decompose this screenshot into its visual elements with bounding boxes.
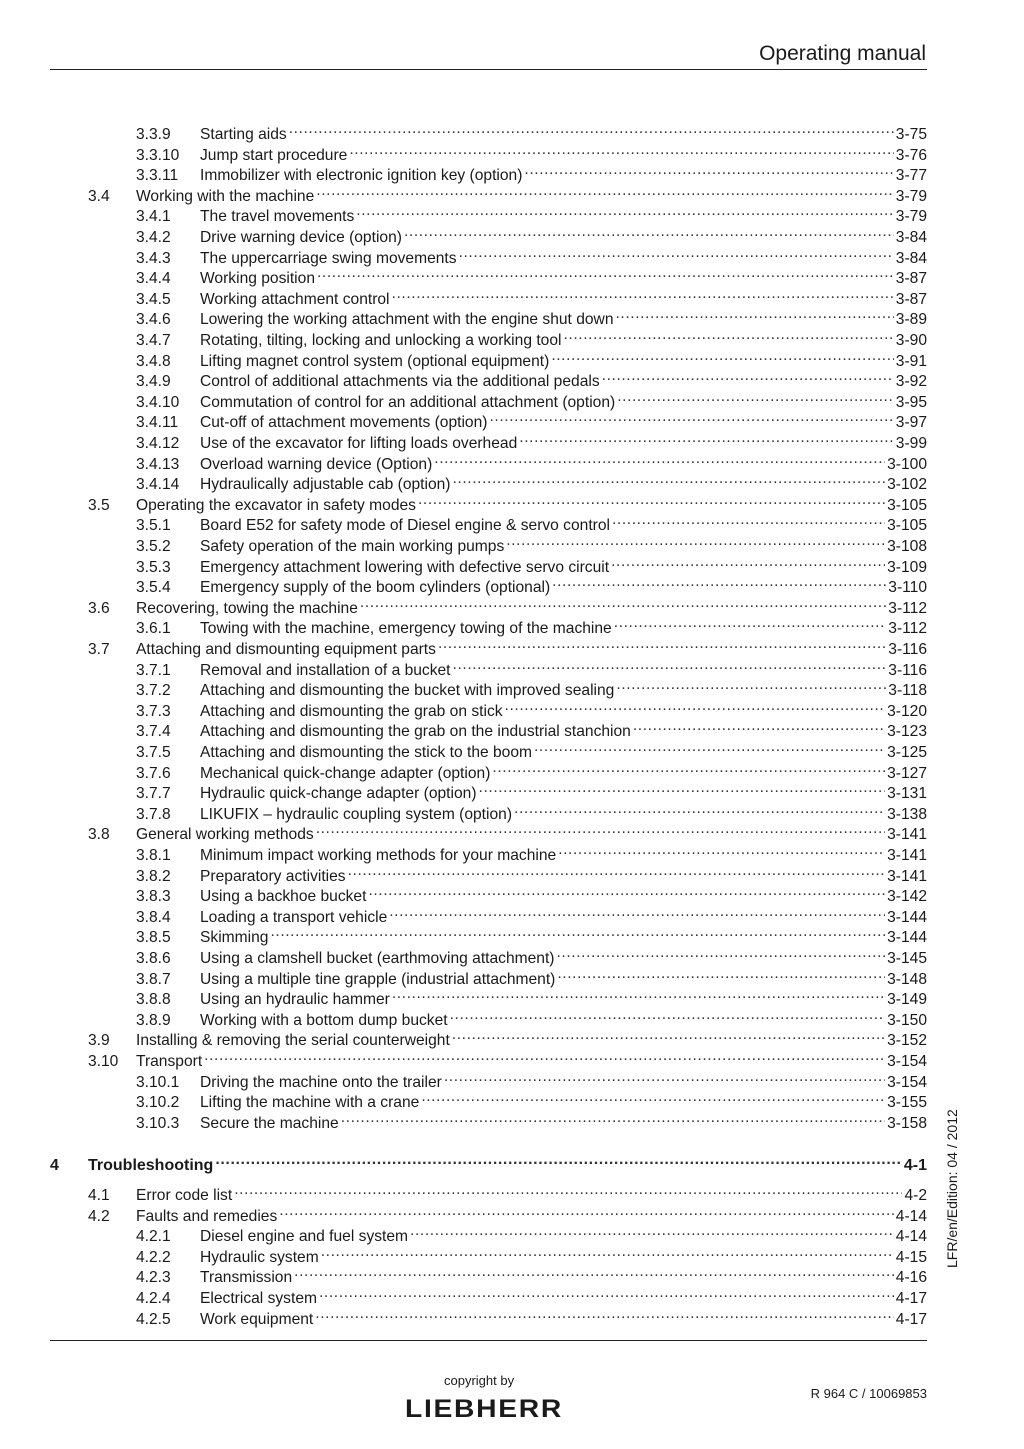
toc-entry[interactable] [136, 387, 927, 411]
toc-entry-number: 3.4.7 [136, 332, 171, 349]
toc-entry-number: 3.10.1 [136, 1073, 180, 1091]
toc-entry[interactable] [136, 552, 927, 576]
toc-entry-number: 3.10 [88, 1053, 119, 1070]
toc-entry-page: 3-152 [887, 1032, 927, 1050]
toc-entry-number: 3.4.6 [136, 311, 171, 329]
toc-entry-title: Emergency attachment lowering with defective servo circuit [200, 558, 610, 576]
toc-entry-title: Attaching and dismounting the stick to the boom [200, 744, 532, 761]
toc-entry[interactable] [136, 1262, 927, 1287]
toc-entry-title: Attaching and dismounting the grab on the industrial stanchion [200, 723, 631, 741]
toc-entry-number: 4.2.1 [136, 1228, 171, 1246]
toc-entry-title: Lifting the machine with a crane [200, 1094, 420, 1112]
toc-entry-page: 3-149 [887, 991, 927, 1009]
toc-leader-dots [452, 1025, 885, 1045]
toc-entry-number: 3.8.4 [136, 908, 171, 926]
toc-leader-dots [321, 1242, 894, 1262]
toc-leader-dots [418, 490, 885, 510]
toc-entry-page: 3-148 [887, 970, 927, 988]
toc-leader-dots [270, 922, 885, 942]
toc-entry-title: Drive warning device (option) [200, 229, 402, 246]
toc-entry[interactable] [88, 593, 927, 617]
toc-entry-title: Transport [136, 1053, 203, 1070]
toc-entry[interactable] [136, 881, 927, 906]
toc-entry-page: 3-158 [887, 1114, 927, 1132]
toc-entry-title: Safety operation of the main working pumps [200, 538, 505, 555]
toc-entry[interactable] [136, 1087, 927, 1112]
toc-leader-dots [368, 881, 885, 901]
toc-entry[interactable] [136, 799, 927, 823]
liebherr-logo [403, 1395, 565, 1421]
toc-entry-number: 4.2 [88, 1207, 110, 1225]
toc-entry-title: Recovering, towing the machine [136, 599, 358, 617]
toc-entry-title: Cut-off of attachment movements (option) [200, 414, 488, 432]
footer-rule [50, 1340, 927, 1341]
toc-leader-dots [356, 201, 894, 221]
toc-entry-title: Working position [200, 270, 315, 288]
toc-entry-page: 4-14 [895, 1228, 927, 1246]
toc-entry-number: 3.10.2 [136, 1094, 180, 1112]
toc-entry-page: 3-89 [895, 311, 927, 329]
toc-leader-dots [315, 1304, 894, 1324]
toc-entry-page: 4-16 [895, 1269, 927, 1287]
toc-entry-number: 4 [50, 1157, 59, 1175]
toc-entry-title: Skimming [200, 929, 269, 947]
toc-entry[interactable] [136, 325, 927, 349]
toc-entry-title: Using an hydraulic hammer [200, 991, 390, 1009]
toc-entry[interactable] [136, 572, 927, 597]
toc-entry-number: 3.9 [88, 1032, 110, 1050]
toc-leader-dots [434, 449, 885, 469]
toc-entry-number: 4.2.4 [136, 1290, 171, 1307]
toc-leader-dots [506, 531, 885, 551]
toc-entry[interactable] [136, 119, 927, 143]
toc-leader-dots [551, 346, 893, 366]
toc-entry-page: 3-108 [887, 538, 927, 555]
toc-entry[interactable] [136, 984, 927, 1009]
toc-entry-page: 3-100 [887, 455, 927, 473]
toc-leader-dots [612, 510, 885, 530]
toc-leader-dots [421, 1087, 885, 1107]
document-id: R 964 C / 10069853 [810, 1386, 927, 1401]
toc-leader-dots [558, 840, 885, 860]
toc-leader-dots [633, 716, 885, 736]
toc-entry-title: Control of additional attachments via the additional pedals [200, 373, 600, 391]
toc-entry-page: 3-91 [895, 352, 927, 370]
toc-entry-page: 3-116 [888, 661, 927, 679]
toc-entry[interactable] [136, 902, 927, 926]
toc-entry[interactable] [136, 222, 927, 246]
toc-leader-dots [616, 675, 886, 695]
toc-entry-page: 3-84 [895, 229, 927, 246]
toc-entry[interactable] [136, 1221, 927, 1246]
toc-entry-number: 3.4.1 [136, 208, 171, 226]
toc-entry-number: 3.3.9 [136, 126, 171, 143]
toc-entry-number: 3.10.3 [136, 1114, 180, 1132]
toc-entry-number: 3.4.10 [136, 393, 180, 411]
toc-entry-number: 3.4.2 [136, 229, 171, 246]
toc-entry-number: 3.5.1 [136, 517, 171, 535]
toc-leader-dots [389, 902, 885, 922]
toc-entry-title: Attaching and dismounting the grab on stick [200, 702, 503, 720]
toc-entry-page: 3-112 [888, 620, 927, 638]
toc-entry-page: 4-17 [895, 1310, 927, 1328]
toc-leader-dots [316, 181, 894, 201]
toc-entry-title: Electrical system [200, 1290, 317, 1307]
toc-entry-number: 3.4.8 [136, 352, 171, 370]
toc-entry-title: Immobilizer with electronic ignition key (option) [200, 167, 523, 185]
toc-entry[interactable] [136, 1304, 927, 1328]
toc-entry-number: 3.7 [88, 641, 110, 658]
toc-entry-page: 3-120 [887, 702, 927, 720]
toc-entry[interactable] [136, 716, 927, 741]
toc-leader-dots [505, 696, 886, 716]
toc-entry-page: 3-144 [887, 929, 927, 947]
toc-leader-dots [404, 222, 894, 242]
toc-entry[interactable] [136, 263, 927, 288]
toc-entry-title: General working methods [136, 826, 314, 844]
toc-entry-title: Loading a transport vehicle [200, 908, 388, 926]
toc-leader-dots [279, 1201, 894, 1221]
toc-entry-title: Hydraulic system [200, 1248, 319, 1266]
toc-entry[interactable] [136, 531, 927, 555]
edition-label: LFR/en/Edition: 04 / 2012 [944, 1109, 960, 1268]
toc-entry-number: 3.7.5 [136, 744, 171, 761]
toc-entry[interactable] [136, 1108, 927, 1132]
toc-entry-number: 3.6 [88, 599, 110, 617]
toc-entry-title: Lowering the working attachment with the engine shut down [200, 311, 614, 329]
toc-entry[interactable] [136, 964, 927, 988]
toc-entry-page: 3-87 [895, 290, 927, 308]
toc-entry-title: Preparatory activities [200, 867, 346, 885]
toc-entry[interactable] [136, 304, 927, 329]
toc-entry-page: 3-79 [895, 187, 927, 205]
toc-entry[interactable] [136, 201, 927, 226]
toc-entry-title: Attaching and dismounting equipment parts [136, 641, 436, 658]
toc-entry-page: 3-127 [887, 764, 927, 782]
toc-entry[interactable] [136, 366, 927, 391]
toc-entry-number: 3.4.3 [136, 249, 171, 267]
toc-entry-title: Emergency supply of the boom cylinders (optional) [200, 579, 551, 597]
toc-entry-title: LIKUFIX – hydraulic coupling system (option) [200, 805, 513, 823]
toc-entry-title: Diesel engine and fuel system [200, 1228, 409, 1246]
toc-entry[interactable] [88, 1180, 927, 1204]
toc-entry-number: 3.3.11 [136, 167, 179, 185]
toc-entry-page: 3-90 [895, 332, 927, 349]
toc-entry[interactable] [88, 634, 927, 658]
toc-entry-number: 3.6.1 [136, 620, 171, 638]
toc-entry-page: 3-150 [887, 1011, 927, 1029]
toc-entry-page: 4-15 [895, 1248, 927, 1266]
toc-entry[interactable] [136, 613, 927, 638]
toc-entry-number: 3.8.8 [136, 991, 171, 1009]
toc-entry-title: Mechanical quick-change adapter (option) [200, 764, 491, 782]
toc-entry-number: 3.7.8 [136, 805, 171, 823]
toc-leader-dots [614, 613, 887, 633]
toc-leader-dots [489, 407, 893, 427]
toc-entry-page: 3-142 [887, 888, 927, 906]
toc-entry[interactable] [136, 469, 927, 494]
toc-entry[interactable] [136, 428, 927, 452]
toc-leader-dots [602, 366, 894, 386]
toc-entry[interactable] [136, 778, 927, 803]
toc-entry-page: 3-145 [887, 950, 927, 967]
toc-entry-number: 3.5.3 [136, 558, 171, 576]
toc-entry-page: 3-112 [888, 599, 927, 617]
toc-entry-page: 4-14 [895, 1207, 927, 1225]
toc-entry-number: 4.1 [88, 1187, 110, 1204]
toc-entry-number: 3.8.2 [136, 867, 171, 885]
toc-entry[interactable] [88, 1201, 927, 1225]
toc-leader-dots [616, 304, 894, 324]
toc-entry-number: 3.4.11 [136, 414, 179, 432]
toc-entry-page: 3-141 [887, 867, 927, 885]
toc-leader-dots [611, 552, 885, 572]
toc-leader-dots [438, 634, 886, 654]
toc-leader-dots [215, 1150, 902, 1170]
toc-entry-page: 3-138 [887, 805, 927, 823]
toc-entry[interactable] [136, 449, 927, 473]
toc-entry-number: 4.2.5 [136, 1310, 171, 1328]
toc-entry[interactable] [88, 1046, 927, 1070]
toc-entry[interactable] [50, 1150, 927, 1175]
toc-entry[interactable] [88, 490, 927, 514]
toc-entry-page: 3-125 [887, 744, 927, 761]
toc-entry-title: Rotating, tilting, locking and unlocking a working tool [200, 332, 562, 349]
toc-leader-dots [317, 263, 894, 283]
toc-entry-page: 3-123 [887, 723, 927, 741]
toc-leader-dots [349, 140, 893, 160]
toc-entry-title: Overload warning device (Option) [200, 455, 433, 473]
toc-entry-title: Jump start procedure [200, 146, 348, 164]
toc-entry[interactable] [136, 160, 927, 185]
toc-entry[interactable] [136, 861, 927, 885]
toc-entry-number: 3.7.2 [136, 682, 171, 700]
toc-entry-number: 3.3.10 [136, 146, 180, 164]
toc-leader-dots [552, 572, 886, 592]
toc-entry-number: 4.2.3 [136, 1269, 171, 1287]
toc-entry[interactable] [136, 655, 927, 679]
toc-leader-dots [563, 325, 893, 345]
toc-entry-page: 3-87 [895, 270, 927, 288]
toc-leader-dots [557, 964, 885, 984]
toc-entry-title: The uppercarriage swing movements [200, 249, 457, 267]
toc-entry-title: Hydraulically adjustable cab (option) [200, 476, 451, 494]
toc-leader-dots [410, 1221, 894, 1241]
page-header-title: Operating manual [759, 42, 926, 65]
toc-leader-dots [360, 593, 886, 613]
toc-entry[interactable] [136, 675, 927, 700]
toc-leader-dots [524, 160, 893, 180]
toc-leader-dots [519, 428, 894, 448]
toc-entry[interactable] [136, 696, 927, 720]
toc-entry-page: 3-118 [888, 682, 927, 700]
toc-entry-title: Driving the machine onto the trailer [200, 1073, 442, 1091]
toc-leader-dots [289, 119, 894, 139]
toc-entry-title: Using a multiple tine grapple (industrial attachment) [200, 970, 556, 988]
toc-entry-page: 3-105 [887, 517, 927, 535]
toc-entry-page: 3-154 [887, 1073, 927, 1091]
toc-entry-title: Board E52 for safety mode of Diesel engine & servo control [200, 517, 610, 535]
toc-entry-page: 4-1 [903, 1157, 927, 1175]
toc-leader-dots [556, 943, 885, 963]
toc-entry[interactable] [136, 1283, 927, 1307]
toc-entry-page: 3-92 [895, 373, 927, 391]
toc-entry-title: Hydraulic quick-change adapter (option) [200, 785, 477, 803]
toc-entry-page: 3-141 [887, 826, 927, 844]
toc-entry-title: Commutation of control for an additional attachment (option) [200, 393, 616, 411]
toc-entry-page: 3-102 [887, 476, 927, 494]
toc-leader-dots [617, 387, 894, 407]
toc-entry-title: Work equipment [200, 1310, 314, 1328]
toc-leader-dots [392, 284, 894, 304]
toc-entry-number: 3.7.7 [136, 785, 171, 803]
toc-leader-dots [294, 1262, 894, 1282]
toc-entry-title: Using a backhoe bucket [200, 888, 367, 906]
toc-entry-title: Operating the excavator in safety modes [136, 496, 416, 514]
copyright-label: copyright by [444, 1373, 515, 1388]
toc-leader-dots [534, 737, 885, 757]
toc-entry-title: Installing & removing the serial counterweight [136, 1032, 450, 1050]
toc-entry-number: 3.8.6 [136, 950, 171, 967]
toc-entry-page: 3-154 [887, 1053, 927, 1070]
toc-entry[interactable] [136, 1242, 927, 1266]
toc-leader-dots [459, 243, 894, 263]
toc-entry-page: 3-116 [888, 641, 927, 658]
toc-entry-page: 3-131 [887, 785, 927, 803]
toc-entry[interactable] [136, 1005, 927, 1029]
toc-leader-dots [392, 984, 885, 1004]
toc-entry-number: 4.2.2 [136, 1248, 171, 1266]
toc-entry-page: 3-95 [895, 393, 927, 411]
toc-entry[interactable] [88, 1025, 927, 1050]
toc-leader-dots [341, 1108, 885, 1128]
toc-entry[interactable] [88, 181, 927, 205]
toc-entry-number: 3.4.12 [136, 435, 180, 452]
toc-entry-page: 3-155 [887, 1094, 927, 1112]
toc-entry[interactable] [136, 140, 927, 164]
toc-entry-number: 3.5 [88, 496, 110, 514]
toc-entry-page: 3-141 [887, 847, 927, 864]
toc-entry-number: 3.8 [88, 826, 110, 844]
toc-entry[interactable] [136, 943, 927, 967]
toc-entry-number: 3.4.5 [136, 290, 171, 308]
toc-leader-dots [453, 469, 886, 489]
toc-entry-page: 3-77 [895, 167, 927, 185]
toc-entry-number: 3.7.6 [136, 764, 171, 782]
toc-entry-page: 3-109 [887, 558, 927, 576]
toc-entry-page: 3-75 [895, 126, 927, 143]
toc-entry-number: 3.8.3 [136, 888, 171, 906]
toc-entry-page: 4-2 [904, 1187, 927, 1204]
toc-entry-number: 3.7.4 [136, 723, 171, 741]
toc-entry-title: Minimum impact working methods for your machine [200, 847, 557, 864]
toc-entry[interactable] [136, 284, 927, 308]
toc-entry[interactable] [136, 346, 927, 370]
toc-entry-page: 3-105 [887, 496, 927, 514]
toc-entry-title: Transmission [200, 1269, 293, 1287]
toc-entry[interactable] [136, 1067, 927, 1091]
toc-leader-dots [492, 758, 885, 778]
toc-leader-dots [316, 819, 885, 839]
toc-entry-title: Using a clamshell bucket (earthmoving attachment) [200, 950, 555, 967]
toc-entry-number: 3.8.5 [136, 929, 171, 947]
toc-entry-number: 3.4.14 [136, 476, 180, 494]
toc-entry-title: Working with a bottom dump bucket [200, 1011, 448, 1029]
toc-entry-number: 3.5.4 [136, 579, 171, 597]
toc-entry-number: 3.7.1 [136, 661, 171, 679]
toc-entry[interactable] [136, 758, 927, 782]
toc-entry-page: 3-84 [895, 249, 927, 267]
toc-leader-dots [348, 861, 886, 881]
toc-leader-dots [234, 1180, 902, 1200]
toc-leader-dots [453, 655, 887, 675]
toc-leader-dots [479, 778, 886, 798]
toc-entry[interactable] [136, 737, 927, 761]
toc-entry-page: 3-79 [895, 208, 927, 226]
toc-entry[interactable] [136, 840, 927, 864]
toc-entry-title: Working attachment control [200, 290, 390, 308]
toc-entry-number: 3.5.2 [136, 538, 171, 555]
toc-entry-title: Error code list [136, 1187, 233, 1204]
toc-leader-dots [204, 1046, 885, 1066]
toc-entry-title: The travel movements [200, 208, 355, 226]
toc-entry-title: Faults and remedies [136, 1207, 278, 1225]
toc-entry-page: 3-144 [887, 908, 927, 926]
toc-entry-number: 3.4 [88, 187, 110, 205]
toc-entry-number: 3.4.13 [136, 455, 180, 473]
toc-entry[interactable] [136, 243, 927, 267]
toc-entry[interactable] [136, 510, 927, 535]
toc-entry-page: 3-97 [895, 414, 927, 432]
toc-entry-title: Secure the machine [200, 1114, 339, 1132]
toc-entry-title: Troubleshooting [88, 1157, 214, 1175]
toc-entry-number: 3.8.9 [136, 1011, 171, 1029]
toc-entry-number: 3.4.9 [136, 373, 171, 391]
toc-entry-page: 4-17 [895, 1290, 927, 1307]
toc-entry-title: Use of the excavator for lifting loads overhead [200, 435, 518, 452]
logo-text: LIEBHERR [405, 1395, 563, 1421]
toc-entry-page: 3-76 [895, 146, 927, 164]
toc-leader-dots [319, 1283, 894, 1303]
toc-entry-title: Lifting magnet control system (optional equipment) [200, 352, 550, 370]
toc-entry-title: Starting aids [200, 126, 287, 143]
toc-entry-number: 3.8.1 [136, 847, 171, 864]
toc-entry-number: 3.7.3 [136, 702, 171, 720]
toc-entry[interactable] [88, 819, 927, 844]
toc-entry-title: Removal and installation of a bucket [200, 661, 451, 679]
toc-leader-dots [514, 799, 885, 819]
toc-entry-page: 3-110 [888, 579, 927, 597]
toc-entry-title: Attaching and dismounting the bucket with improved sealing [200, 682, 615, 700]
toc-entry[interactable] [136, 922, 927, 947]
toc-leader-dots [444, 1067, 885, 1087]
toc-entry[interactable] [136, 407, 927, 432]
toc-entry-title: Working with the machine [136, 187, 315, 205]
toc-leader-dots [450, 1005, 886, 1025]
toc-entry-number: 3.4.4 [136, 270, 171, 288]
toc-entry-page: 3-99 [895, 435, 927, 452]
toc-entry-number: 3.8.7 [136, 970, 171, 988]
toc-entry-title: Towing with the machine, emergency towing of the machine [200, 620, 612, 638]
